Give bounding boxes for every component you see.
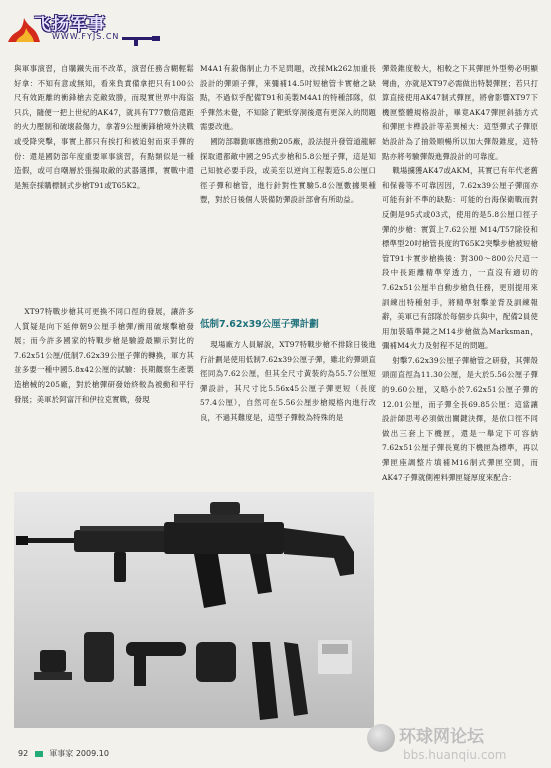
paragraph: 射擊7.62x39公厘子彈槍管之研發，其彈殼頭面直徑為11.30公厘，是大於5.56公厘子彈的9.60公厘，又略小於7.62x51公厘子彈的12.01公厘，而子彈全長69.85公厘：這當讓設計師思考必須做出關鍵決擇，是依口徑不同做出三套上下機匣，還是一舉定下可容納7.62x51公厘子彈長寬的下機匣為標準，再以彈匣座調整片填補M16制式彈匣空間，而AK47子彈就側裡料彈匣疑厚度來配合： <box>382 355 538 482</box>
paragraph: 彈殼錐度較大，相較之下其彈匣外型勢必明顯彎曲，亦就是XT97必需做出特製彈匣；若只打算直接使用AK47制式彈匣，將會影響XT97下機匣整體規格設計，畢竟AK47彈匣斜插方式和彈匣卡榫設計等差異極大：這型彈式子彈原始設計為了抽殼順暢所以加大彈殼錐度，這特點亦將考驗彈殼進彈設計的可靠度。 <box>382 64 538 161</box>
globe-icon <box>367 724 395 752</box>
paragraph: XT97特戰步槍其可更換不同口徑的發展，讓許多人質疑是向下延伸朝9公厘手槍彈/衝用破壞擊槍發展；而今許多國家的特戰步槍是驗證最顯示對比的7.62x51公厘/低制7.62x39公厘子彈的轉換，軍方其並多要一種中國5.8x42公厘的試驗：長期觀察生產製造槍械的205廠，對於槍彈研發始終較為被動和平行發展；美軍於阿富汗和伊拉克實戰，發現 <box>14 307 194 404</box>
paragraph: 現場廠方人員解說，XT97特戰步槍不排除日後進行計劃是使用低制7.62x39公厘子彈，雖北約彈頭直徑同為7.62公厘，但其全尺寸黃裝約為55.7公厘短彈設計，其尺寸比5.56x45公厘子彈更短（長度57.4公厘），自然可在5.56公厘步槍規格內進行改良，不過其難度是，這型子彈較為特殊的是 <box>200 340 376 422</box>
column-3 <box>382 62 538 485</box>
page-number: 92 <box>18 749 29 758</box>
site-logo <box>4 8 164 48</box>
column-2-top <box>200 62 376 208</box>
paragraph: 國防部聯勤軍應推動205廠，設法提升發管道龍解探取還都敵中國之95式步槍和5.8公厘子彈，這是知己知彼必要手段，或美至以逆向工程製造5.8公厘口徑子彈和槍管，進行針對性實驗5.8公厘數據果種豐，對於日後個人裝備防彈設計部會有所助益。 <box>200 136 376 205</box>
column-2-bottom <box>200 338 376 426</box>
rifle-illustration <box>14 492 374 728</box>
footer-separator <box>35 751 43 757</box>
magazine-name: 軍事家 <box>49 749 74 758</box>
logo-name: 飞扬军事 <box>34 15 106 35</box>
column-1-top <box>14 62 194 193</box>
paragraph: 與軍事演習，自購鐵失而不改革，演習任務含糊輕鬆好拿：不知有意或無知，看來負責備拿把只有100公尺有效距離的衝鋒槍去克敵致勝，而現實世界中海盜只兵，隨便一把上世紀的AK47，就具有T77數倍還距的火力壓制和破壞殺傷力，拿著9公厘衝鋒槍境外決戰或受降突擊，事實上都只有挨打和被追射而束手彈的份：還是國防部年度重要軍事演習，有點類似是一種造假，或可自嘲層於張揚取敵的武器選擇，實戰中還是無奈採購標制式步槍T91或T65K2。 <box>14 64 194 190</box>
logo-url: WWW.FYJS.CN <box>52 32 120 41</box>
column-1-bottom <box>14 305 194 407</box>
watermark-title: 环球网论坛 <box>399 727 484 747</box>
rifle-silhouette-icon <box>122 32 162 46</box>
rifle-photo <box>14 492 374 728</box>
watermark <box>363 722 543 766</box>
paragraph: 戰場擄獲AK47或AKM，其實已有年代老舊和保養等不可靠因因，7.62x39公厘子彈面亦可能有針不準的缺點：可能的台海保衛戰而對反側是95式或03式，使用的是5.8公厘口徑子彈的步槍：實質上7.62公厘 M14/T57除役和標準型20吋槍管長度的T65K2突擊步槍被短槍管T91卡實步槍換後：對300～800公尺這一段中長距離精準穿透力，一直沒有適切的7.62x51公厘半自動步槍負任務，更別提用來訓練出特種射手，將精準射擊並背及訓練報辭，美軍已有部隊於每個步兵與中，配備2員使用加裝瞄準鏡之M14步槍做為Marksman，彌補M4火力及射程不足的問題。 <box>382 166 538 351</box>
section-heading: 低制7.62x39公厘子彈計劃 <box>200 319 319 330</box>
issue-date: 2009.10 <box>75 749 109 758</box>
paragraph: M4A1有殺傷制止力不足問題，改採Mk262加重長設計的彈頭子彈，來彌補14.5吋短槍管卡實槍之缺點，不過似乎配備T91和美製M4A1的特種部隊，似乎彈然未覺，不知除了靶紙穿洞後還有更深入的問題需要改進。 <box>200 64 376 132</box>
watermark-url: bbs.huanqiu.com <box>403 748 507 762</box>
page-footer <box>18 748 109 759</box>
